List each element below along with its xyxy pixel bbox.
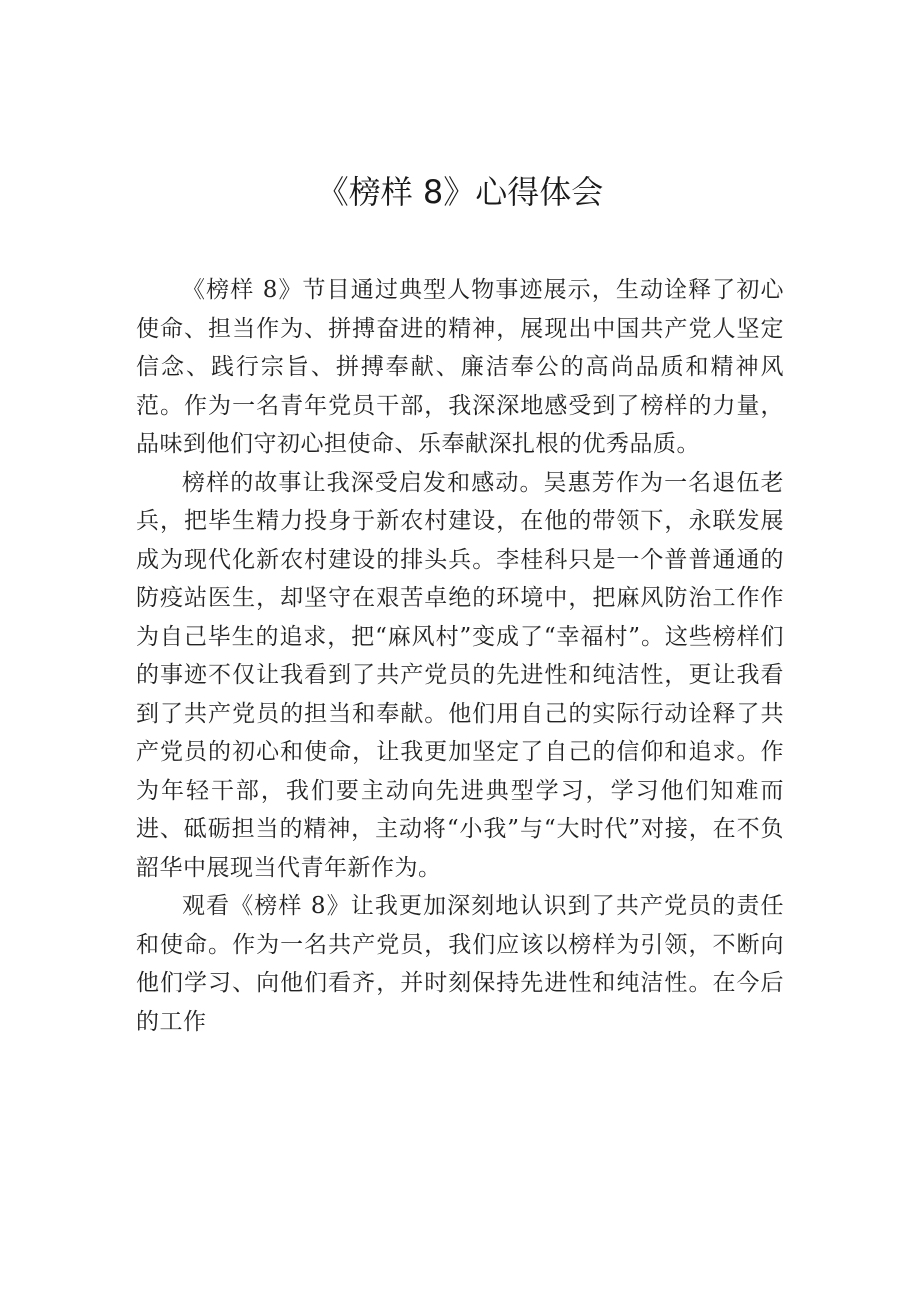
document-title: 《榜样 8》心得体会 [316, 173, 604, 211]
paragraph-2: 榜样的故事让我深受启发和感动。吴惠芳作为一名退伍老兵，把毕生精力投身于新农村建设，在他的带领下，永联发展成为现代化新农村建设的排头兵。李桂科只是一个普普通通的防疫站医生，却坚守在艰苦卓绝的环境中，把麻风防治工作作为自己毕生的追求，把“麻风村”变成了“幸福村”。这些榜样们的事迹不仅让我看到了共产党员的先进性和纯洁性，更让我看到了共产党员的担当和奉献。他们用自己的实际行动诠释了共产党员的初心和使命，让我更加坚定了自己的信仰和追求。作为年轻干部，我们要主动向先进典型学习，学习他们知难而进、砥砺担当的精神，主动将“小我”与“大时代”对接，在不负韶华中展现当代青年新作为。 [136, 469, 784, 881]
document-body [136, 271, 784, 1041]
paragraph-3: 观看《榜样 8》让我更加深刻地认识到了共产党员的责任和使命。作为一名共产党员，我们应该以榜样为引领，不断向他们学习、向他们看齐，并时刻保持先进性和纯洁性。在今后的工作 [136, 893, 784, 1035]
paragraph-1: 《榜样 8》节目通过典型人物事迹展示，生动诠释了初心使命、担当作为、拼搏奋进的精神，展现出中国共产党人坚定信念、践行宗旨、拼搏奉献、廉洁奉公的高尚品质和精神风范。作为一名青年党员干部，我深深地感受到了榜样的力量，品味到他们守初心担使命、乐奉献深扎根的优秀品质。 [136, 277, 784, 457]
